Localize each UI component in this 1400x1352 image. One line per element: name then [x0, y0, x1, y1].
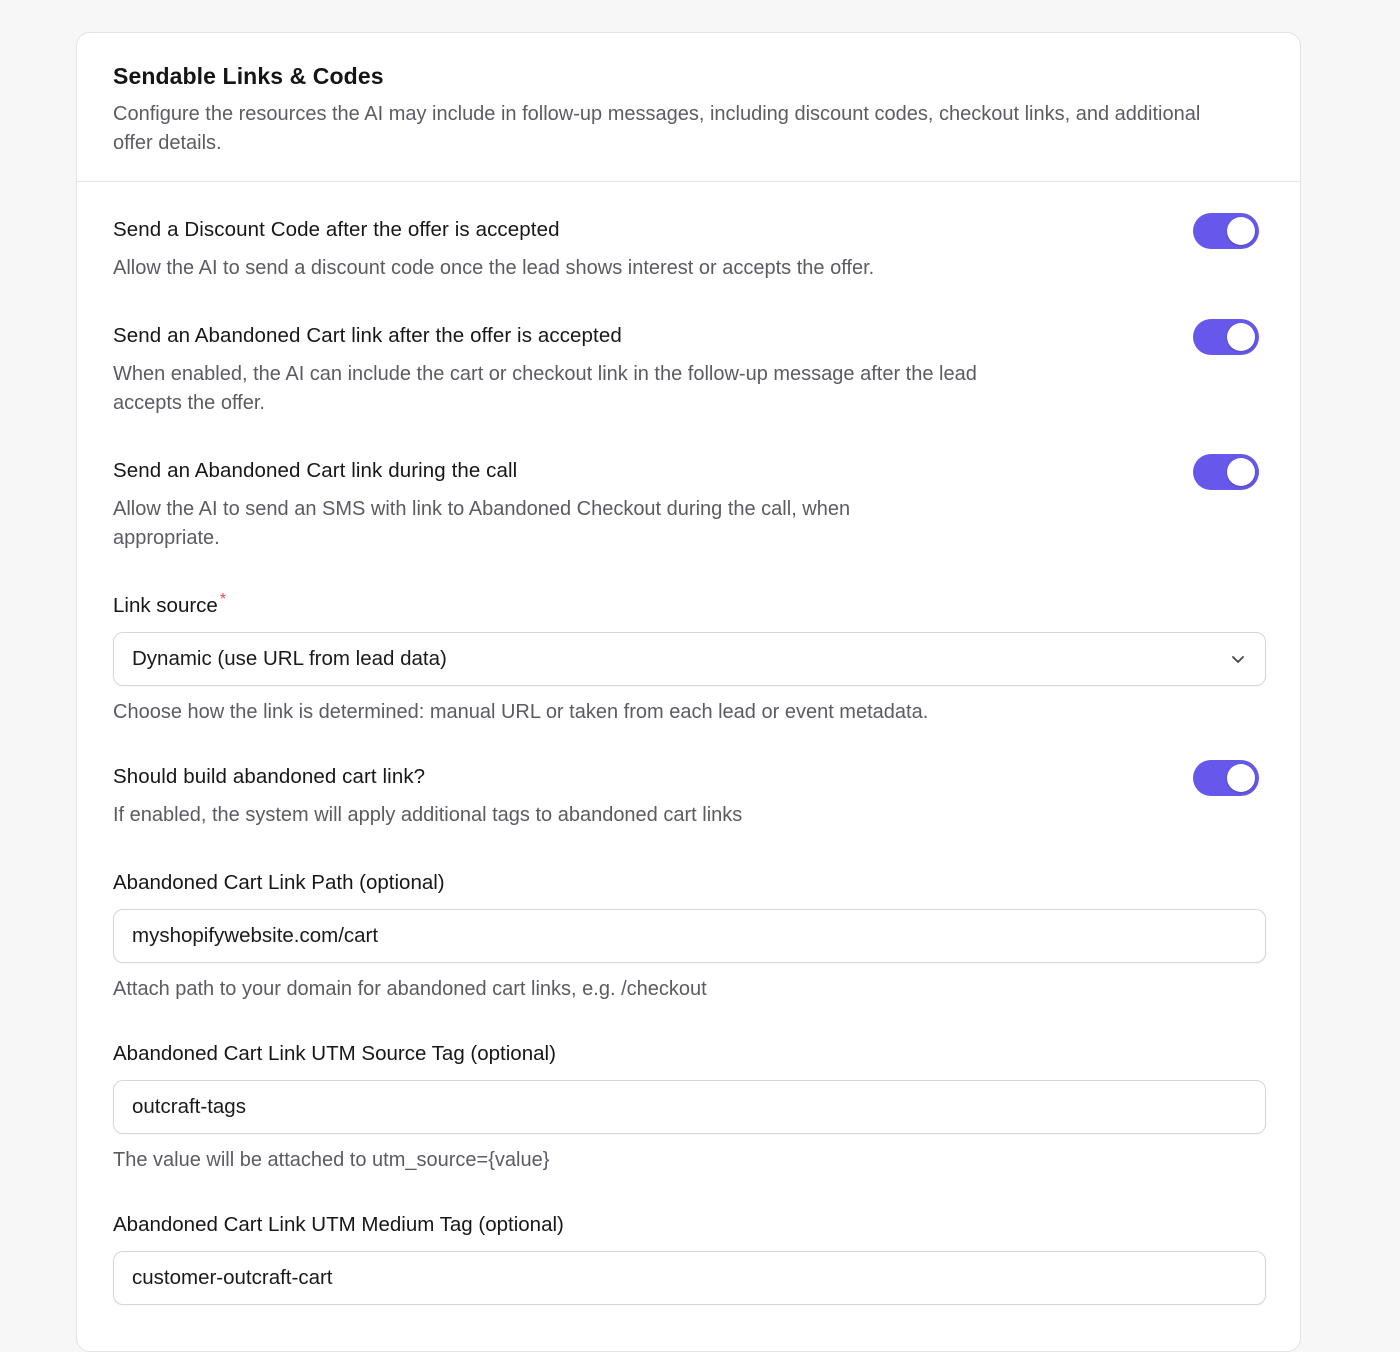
cart-link-path-field [113, 868, 1264, 1004]
build-cart-link-toggle[interactable] [1193, 760, 1259, 796]
chevron-down-icon [1229, 650, 1247, 668]
cart-link-after-offer-toggle[interactable] [1193, 319, 1259, 355]
cart-link-path-input[interactable] [113, 909, 1266, 963]
section-description: Configure the resources the AI may include in follow-up messages, including discount codes, checkout links, and additional offer details. [113, 103, 1201, 154]
utm-source-help: The value will be attached to utm_source={value} [113, 1149, 550, 1171]
utm-medium-value: customer-outcraft-cart [132, 1266, 333, 1289]
utm-source-label: Abandoned Cart Link UTM Source Tag (optional) [113, 1042, 556, 1065]
discount-code-toggle[interactable] [1193, 213, 1259, 249]
discount-code-description: Allow the AI to send a discount code once the lead shows interest or accepts the offer. [113, 257, 875, 279]
utm-medium-label: Abandoned Cart Link UTM Medium Tag (optional) [113, 1213, 564, 1236]
toggle-knob [1227, 764, 1255, 792]
link-source-label-text: Link source [113, 594, 218, 617]
link-source-field [113, 591, 1264, 727]
build-cart-link-setting [113, 762, 1264, 830]
discount-code-setting [113, 215, 1264, 283]
utm-source-input[interactable] [113, 1080, 1266, 1134]
section-title: Sendable Links & Codes [113, 63, 384, 89]
toggle-knob [1227, 217, 1255, 245]
cart-link-during-call-title: Send an Abandoned Cart link during the call [113, 459, 518, 482]
sendable-links-card [76, 32, 1301, 1352]
link-source-selected-value: Dynamic (use URL from lead data) [132, 647, 447, 670]
cart-link-during-call-description: Allow the AI to send an SMS with link to Abandoned Checkout during the call, when appropriate. [113, 498, 851, 549]
build-cart-link-description: If enabled, the system will apply additional tags to abandoned cart links [113, 804, 743, 826]
cart-link-during-call-setting [113, 456, 1264, 553]
cart-link-after-offer-description: When enabled, the AI can include the cart or checkout link in the follow-up message after the lead accepts the offer. [113, 363, 977, 414]
cart-link-path-value: myshopifywebsite.com/cart [132, 924, 379, 947]
utm-medium-field [113, 1210, 1264, 1305]
link-source-select[interactable] [113, 632, 1266, 686]
utm-source-value: outcraft-tags [132, 1095, 246, 1118]
cart-link-path-label: Abandoned Cart Link Path (optional) [113, 871, 445, 894]
cart-link-during-call-toggle[interactable] [1193, 454, 1259, 490]
utm-medium-input[interactable] [113, 1251, 1266, 1305]
link-source-label [113, 591, 1264, 621]
cart-link-after-offer-setting [113, 321, 1264, 418]
discount-code-title: Send a Discount Code after the offer is accepted [113, 218, 560, 241]
cart-link-after-offer-title: Send an Abandoned Cart link after the offer is accepted [113, 324, 622, 347]
required-marker: * [219, 591, 227, 608]
toggle-knob [1227, 458, 1255, 486]
card-header [77, 33, 1300, 182]
utm-source-field [113, 1039, 1264, 1175]
build-cart-link-title: Should build abandoned cart link? [113, 765, 426, 788]
cart-link-path-help: Attach path to your domain for abandoned cart links, e.g. /checkout [113, 978, 707, 1000]
toggle-knob [1227, 323, 1255, 351]
link-source-help: Choose how the link is determined: manual URL or taken from each lead or event metadata. [113, 701, 929, 723]
